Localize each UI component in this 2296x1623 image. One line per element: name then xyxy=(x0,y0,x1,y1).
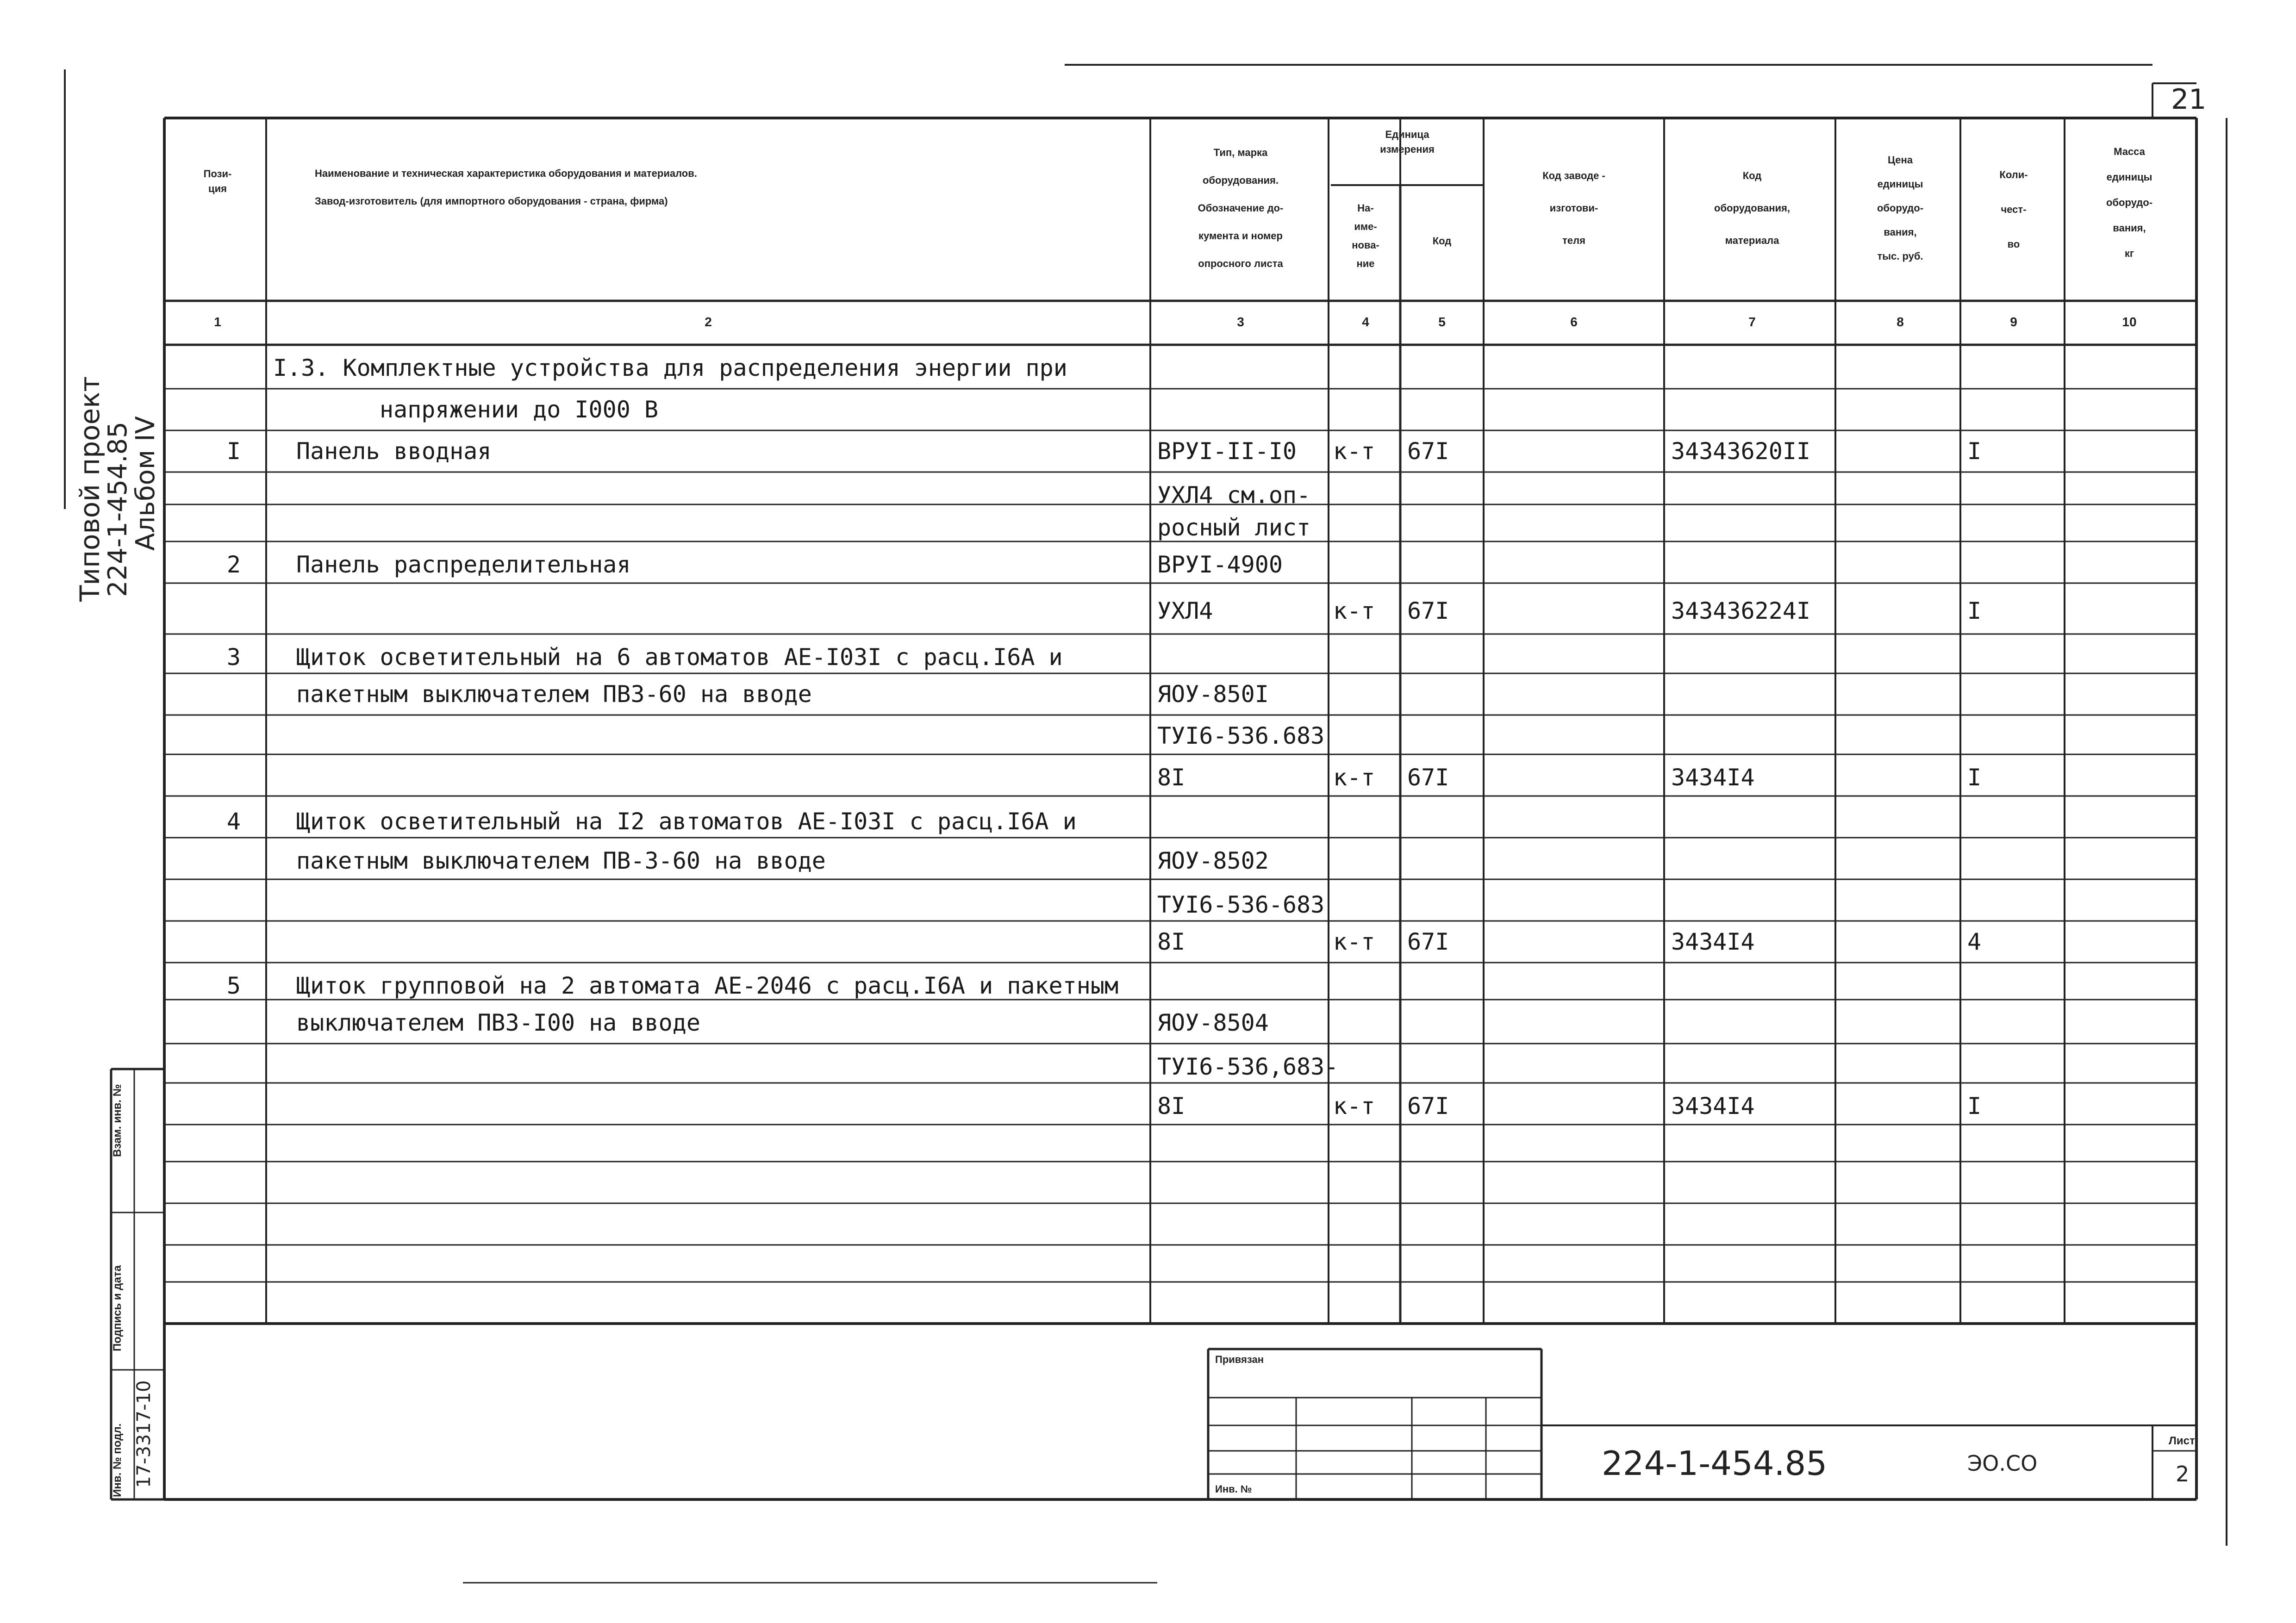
cell-type: ТУI6-536-683 xyxy=(1157,891,1325,918)
col-num-3: 3 xyxy=(1237,315,1244,329)
cell-qty: I xyxy=(1967,438,1982,465)
cell-type: УХЛ4 xyxy=(1157,597,1213,624)
cell-code: 67I xyxy=(1407,438,1449,465)
col-num-6: 6 xyxy=(1570,315,1578,329)
header-col3: Тип, марка оборудования. Обозначение до- кумента и номер опросного листа xyxy=(1198,147,1284,269)
cell-name: напряжении до I000 В xyxy=(380,396,659,423)
cell-qty: 4 xyxy=(1967,928,1982,955)
col-num-7: 7 xyxy=(1748,315,1756,329)
cell-type: 8I xyxy=(1157,764,1185,791)
cell-equip: 3434I4 xyxy=(1671,764,1755,791)
header-col7: Код оборудования, материала xyxy=(1714,170,1790,246)
col-num-9: 9 xyxy=(2010,315,2017,329)
cell-name: Панель распределительная xyxy=(296,551,631,578)
col-num-2: 2 xyxy=(705,315,712,329)
cell-type: ВРУI-4900 xyxy=(1157,551,1283,578)
header-col6: Код заводе - изготови- теля xyxy=(1542,170,1605,246)
side-title-line1: Типовой проект xyxy=(74,376,106,602)
sheet-code: ЭО.СО xyxy=(1967,1451,2038,1476)
cell-name: Щиток осветительный на I2 автоматов АЕ-I03I с расц.I6А и xyxy=(296,808,1077,835)
header-col5: Код xyxy=(1432,235,1452,247)
cell-pos: 4 xyxy=(226,808,241,835)
cell-code: 67I xyxy=(1407,597,1449,624)
cell-type: ТУI6-536.683 xyxy=(1157,722,1325,749)
col-num-4: 4 xyxy=(1362,315,1369,329)
list-label: Лист xyxy=(2169,1435,2195,1447)
cell-qty: I xyxy=(1967,1093,1982,1119)
cell-type: 8I xyxy=(1157,928,1185,955)
cell-unit: к-т xyxy=(1333,764,1375,791)
cell-qty: I xyxy=(1967,597,1982,624)
col-num-8: 8 xyxy=(1897,315,1904,329)
header-unit-group: Единица измерения xyxy=(1380,129,1435,155)
cell-name: Панель вводная xyxy=(296,438,492,465)
stamp-privyazan: Привязан xyxy=(1215,1354,1264,1365)
col-num-10: 10 xyxy=(2122,315,2137,329)
cell-code: 67I xyxy=(1407,1093,1449,1119)
cell-type: УХЛ4 см.оп- xyxy=(1157,482,1311,509)
cell-equip: 34343620II xyxy=(1671,438,1811,465)
stamp-inv-no: Инв. № xyxy=(1215,1483,1252,1495)
side-stamp-label-podpis: Подпись и дата xyxy=(111,1265,124,1351)
header-col10: Масса единицы оборудо- вания, кг xyxy=(2106,146,2153,259)
side-stamp-label-inv: Инв. № подл. xyxy=(111,1423,124,1497)
header-col1: Пози- ция xyxy=(203,168,232,194)
header-col4: На- име- нова- ние xyxy=(1352,202,1379,269)
cell-name: пакетным выключателем ПВ-3-60 на вводе xyxy=(296,847,826,874)
side-stamp-value: 17-3317-10 xyxy=(133,1380,155,1488)
header-col9: Коли- чест- во xyxy=(1999,169,2028,250)
side-title-line2: 224-1-454.85 xyxy=(103,422,133,597)
page-number: 21 xyxy=(2171,83,2207,116)
col-num-5: 5 xyxy=(1438,315,1446,329)
cell-type: ЯОУ-8502 xyxy=(1157,847,1269,874)
cell-name: пакетным выключателем ПВЗ-60 на вводе xyxy=(296,681,812,708)
cell-code: 67I xyxy=(1407,764,1449,791)
col-num-1: 1 xyxy=(214,315,221,329)
cell-code: 67I xyxy=(1407,928,1449,955)
cell-name: I.3. Комплектные устройства для распределения энергии при xyxy=(273,354,1067,381)
doc-code: 224-1-454.85 xyxy=(1602,1444,1828,1483)
cell-type: ТУI6-536,683- xyxy=(1157,1053,1339,1080)
cell-unit: к-т xyxy=(1333,1093,1375,1119)
cell-pos: 3 xyxy=(226,644,241,671)
cell-type: ЯОУ-8504 xyxy=(1157,1009,1269,1036)
cell-name: Щиток осветительный на 6 автоматов АЕ-I03I с расц.I6А и xyxy=(296,644,1063,671)
cell-qty: I xyxy=(1967,764,1982,791)
list-number: 2 xyxy=(2176,1461,2190,1486)
cell-equip: 3434I4 xyxy=(1671,1093,1755,1119)
cell-unit: к-т xyxy=(1333,438,1375,465)
cell-unit: к-т xyxy=(1333,597,1375,624)
cell-pos: 5 xyxy=(226,972,241,999)
header-col2: Наименование и техническая характеристика оборудования и материалов. Завод-изготовитель (для импортного оборудования - страна, фирма) xyxy=(315,168,697,207)
cell-pos: 2 xyxy=(226,551,241,578)
cell-type: 8I xyxy=(1157,1093,1185,1119)
cell-pos: I xyxy=(226,438,241,465)
cell-equip: 343436224I xyxy=(1671,597,1811,624)
cell-type: ВРУI-II-I0 xyxy=(1157,438,1297,465)
cell-type: росный лист xyxy=(1157,514,1311,541)
cell-name: выключателем ПВЗ-I00 на вводе xyxy=(296,1009,700,1036)
header-col8: Цена единицы оборудо- вания, тыс. руб. xyxy=(1877,154,1924,262)
side-stamp-label-vzam: Взам. инв. № xyxy=(111,1084,124,1157)
cell-unit: к-т xyxy=(1333,928,1375,955)
cell-equip: 3434I4 xyxy=(1671,928,1755,955)
cell-type: ЯОУ-850I xyxy=(1157,681,1269,708)
side-title-line3: Альбом IV xyxy=(131,416,161,551)
cell-name: Щиток групповой на 2 автомата АЕ-2046 с расц.I6А и пакетным xyxy=(296,972,1119,999)
